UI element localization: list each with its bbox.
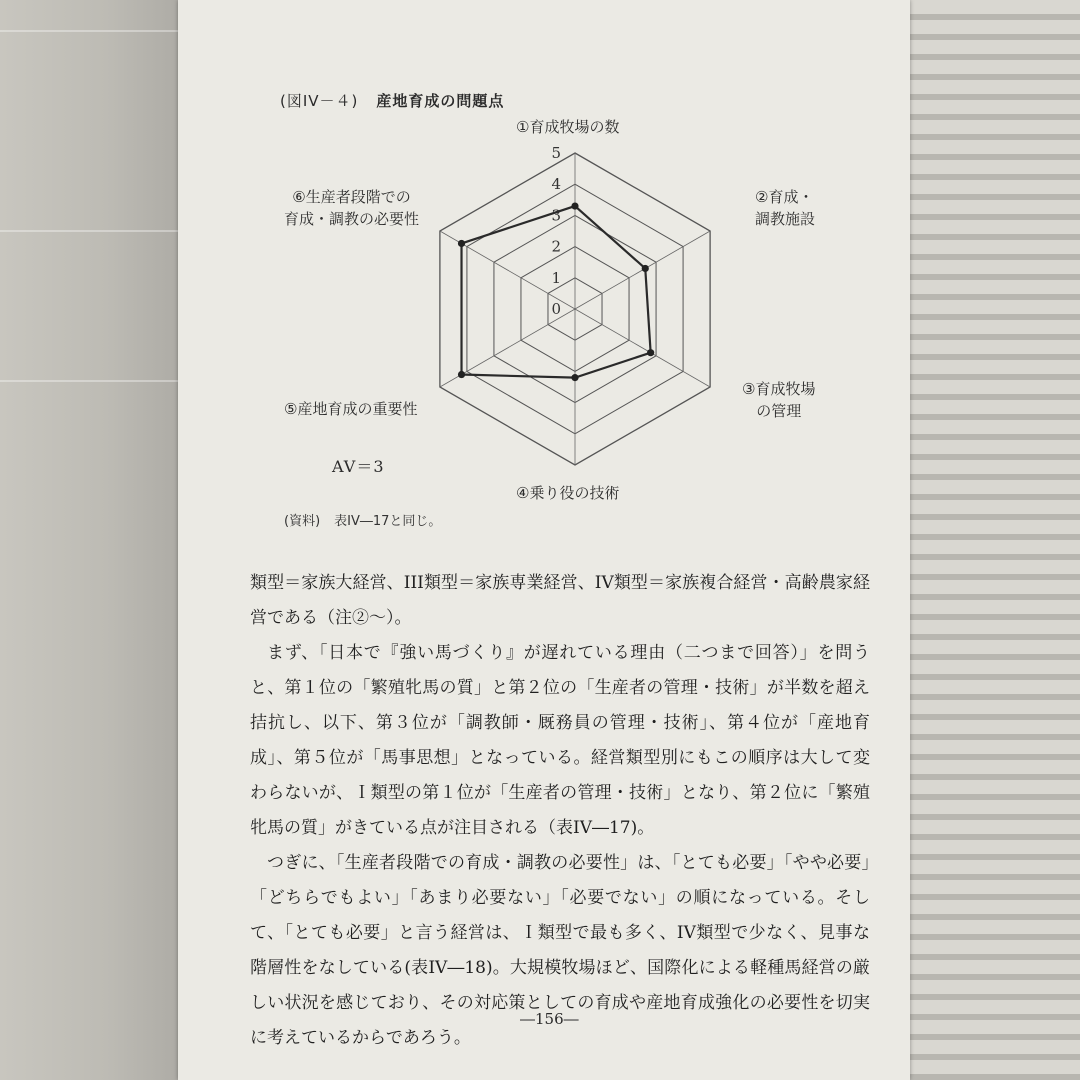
page-number: ―156― xyxy=(520,1010,579,1028)
tick-label-0: 0 xyxy=(551,300,561,318)
source-text: 表IV―17と同じ。 xyxy=(334,514,442,529)
axis-label-line: ④乗り役の技術 xyxy=(516,484,620,502)
tick-label-5: 5 xyxy=(551,144,561,162)
tick-label-2: 2 xyxy=(551,237,561,256)
source-label: (資料) xyxy=(284,514,321,529)
series-line xyxy=(462,206,651,378)
figure-label: (図IV－４) xyxy=(280,92,359,110)
axis-label-line: ②育成・ xyxy=(755,188,814,206)
axis-label-3 xyxy=(742,378,815,422)
axis-label-line: 調教施設 xyxy=(755,210,816,228)
axis-label-line: 育成・調教の必要性 xyxy=(284,210,420,228)
axis-label-line: ⑥生産者段階での xyxy=(292,188,411,206)
axis-label-4 xyxy=(516,482,619,504)
radar-ticks xyxy=(551,144,561,318)
spoke-3 xyxy=(575,309,710,387)
radar-series xyxy=(458,202,654,381)
axis-label-line: ⑤産地育成の重要性 xyxy=(284,400,418,418)
axis-label-line: の管理 xyxy=(756,402,802,420)
axis-label-6 xyxy=(284,186,419,230)
data-point-4 xyxy=(571,374,578,381)
tick-label-3: 3 xyxy=(551,206,561,225)
radar-grid xyxy=(440,153,710,465)
data-point-3 xyxy=(647,349,654,356)
data-point-5 xyxy=(458,371,465,378)
axis-label-1 xyxy=(516,116,619,138)
data-point-2 xyxy=(642,265,649,272)
paragraph-1: 類型＝家族大経営、III類型＝家族専業経営、IV類型＝家族複合経営・高齢農家経営である（注②～）。 xyxy=(250,573,870,628)
data-point-1 xyxy=(571,202,578,209)
axis-label-line: ③育成牧場 xyxy=(742,380,816,398)
axis-label-5 xyxy=(284,398,417,420)
average-label: AV＝3 xyxy=(332,457,385,476)
tick-label-4: 4 xyxy=(551,175,561,194)
figure-title: 産地育成の問題点 xyxy=(376,92,505,110)
figure-source xyxy=(284,510,441,529)
data-point-6 xyxy=(458,240,465,247)
tick-label-1: 1 xyxy=(551,268,561,287)
body-text xyxy=(250,566,870,1056)
axis-label-2 xyxy=(755,186,815,230)
axis-label-line: ①育成牧場の数 xyxy=(516,118,620,136)
paragraph-2: まず、「日本で『強い馬づくり』が遅れている理由（二つまで回答）」を問うと、第１位の「繁殖牝馬の質」と第２位の「生産者の管理・技術」が半数を超え拮抗し、以下、第３位が「調教師・厩務員の管理・技術」、第４位が「産地育成」、第５位が「馬事思想」となっている。経営類型別にもこの順序は大して変わらないが、Ｉ類型の第１位が「生産者の管理・技術」となり、第２位に「繁殖牝馬の質」がきている点が注目される（表IV―17)。 xyxy=(250,643,870,838)
paragraph-3: つぎに、「生産者段階での育成・調教の必要性」は、「とても必要」「やや必要」「どちらでもよい」「あまり必要ない」「必要でない」の順になっている。そして、「とても必要」と言う経営は、Ｉ類型で最も多く、IV類型で少なく、見事な階層性をなしている(表IV―18)。大規模牧場ほど、国際化による軽種馬経営の厳しい状況を感じており、その対応策としての育成や産地育成強化の必要性を切実に考えているからであろう。 xyxy=(250,853,870,1048)
